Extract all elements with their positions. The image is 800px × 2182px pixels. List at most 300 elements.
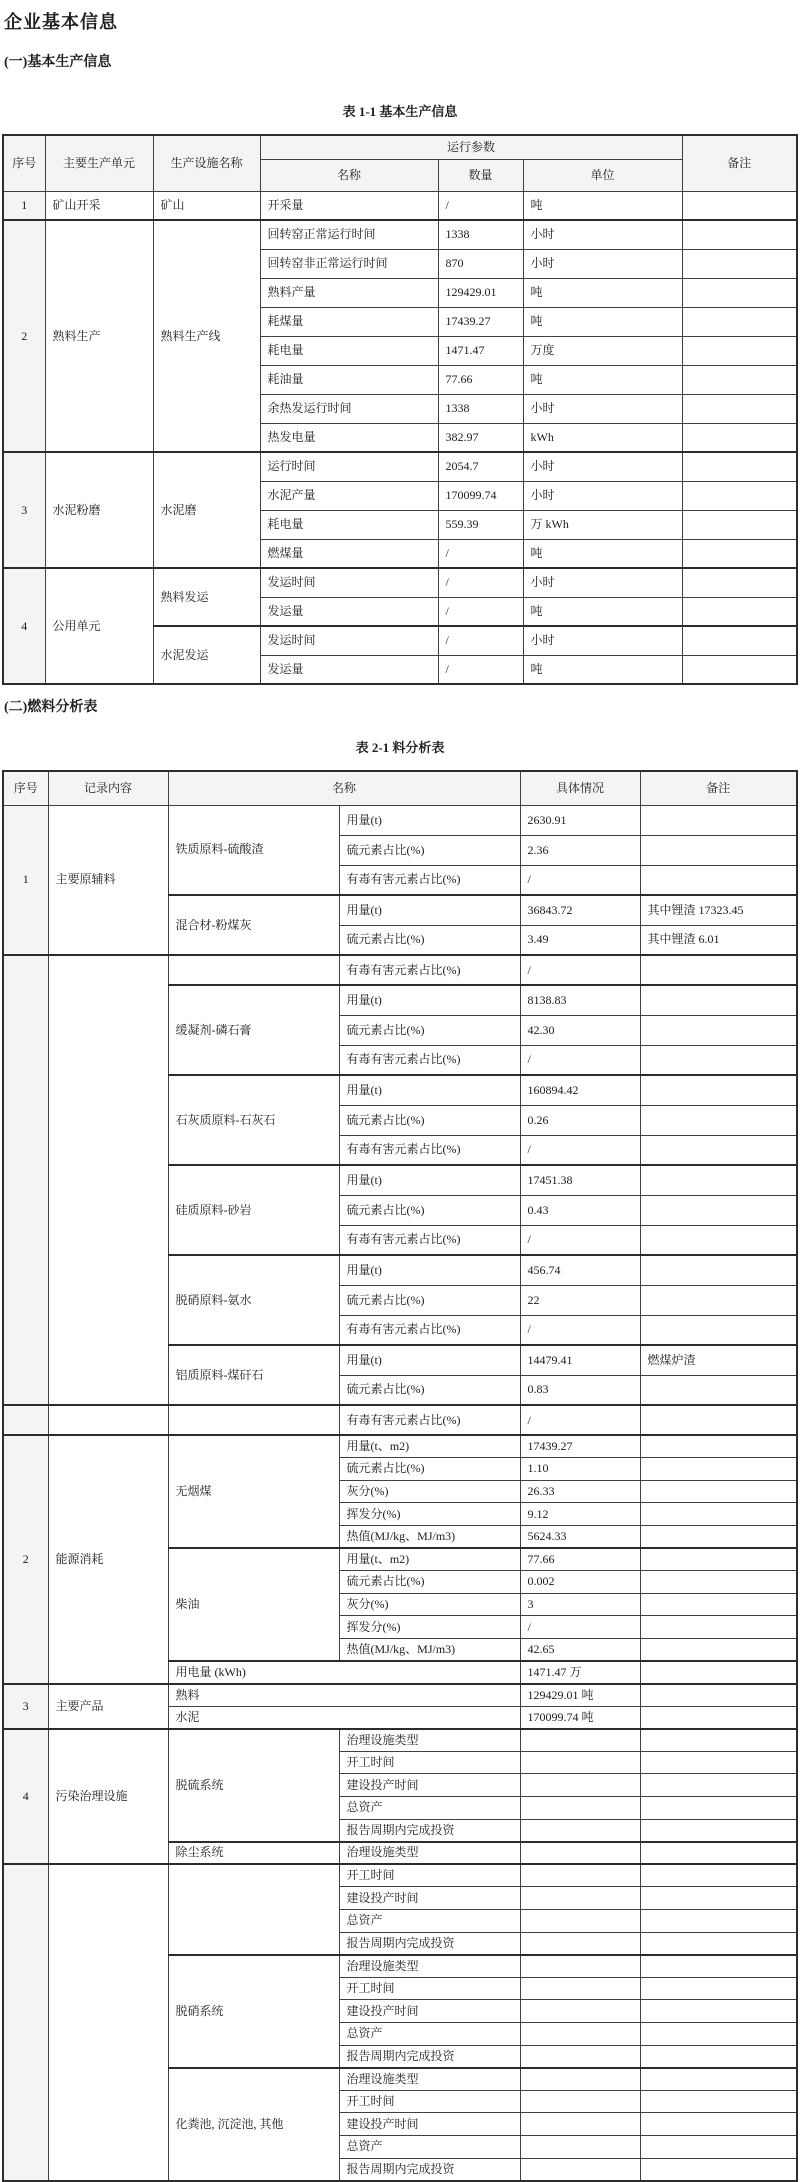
cell-name: 用量(t) [339, 1345, 520, 1375]
cell-note [640, 2068, 797, 2091]
cell-param-qty: 1338 [438, 394, 523, 423]
cell-param-qty: / [438, 597, 523, 626]
col-header-record-content: 记录内容 [48, 771, 168, 805]
cell-param-unit: 小时 [523, 626, 682, 655]
cell-note [640, 1255, 797, 1285]
cell-note [640, 865, 797, 895]
cell-param-unit: 小时 [523, 220, 682, 249]
cell-category: 缓凝剂-磷石膏 [168, 985, 339, 1075]
cell-seq [3, 955, 48, 1405]
cell-name: 硫元素占比(%) [339, 835, 520, 865]
cell-name: 有毒有害元素占比(%) [339, 1135, 520, 1165]
cell-name: 热值(MJ/kg、MJ/m3) [339, 1525, 520, 1548]
cell-note [640, 1480, 797, 1503]
cell-name: 治理设施类型 [339, 1842, 520, 1865]
col-header-param-unit: 单位 [523, 159, 682, 191]
cell-detail: 3.49 [520, 925, 640, 955]
table-1-caption: 表 1-1 基本生产信息 [342, 104, 458, 119]
cell-param-name: 回转窑正常运行时间 [260, 220, 438, 249]
cell-param-note [682, 394, 797, 423]
cell-note [640, 1015, 797, 1045]
cell-note [640, 1405, 797, 1435]
cell-seq [3, 1405, 48, 1435]
cell-name: 用量(t) [339, 1075, 520, 1105]
cell-param-unit: 吨 [523, 307, 682, 336]
cell-note [640, 1977, 797, 2000]
cell-name: 水泥 [168, 1706, 520, 1729]
cell-note [640, 1105, 797, 1135]
cell-name: 报告周期内完成投资 [339, 1932, 520, 1955]
cell-detail: / [520, 955, 640, 985]
table-row [3, 191, 797, 220]
document-page [0, 8, 800, 2182]
cell-name: 挥发分(%) [339, 1503, 520, 1526]
cell-note [640, 2022, 797, 2045]
cell-name: 开工时间 [339, 2090, 520, 2113]
cell-param-qty: 870 [438, 249, 523, 278]
cell-note [640, 1548, 797, 1571]
cell-seq: 2 [3, 1435, 48, 1684]
cell-param-name: 余热发运行时间 [260, 394, 438, 423]
cell-detail [520, 2045, 640, 2068]
cell-name: 硫元素占比(%) [339, 1015, 520, 1045]
cell-name: 用量(t、m2) [339, 1548, 520, 1571]
cell-param-qty: 77.66 [438, 365, 523, 394]
col-header-note: 备注 [682, 135, 797, 191]
cell-name: 开工时间 [339, 1977, 520, 2000]
cell-category: 脱硫系统 [168, 1729, 339, 1842]
cell-param-name: 耗电量 [260, 510, 438, 539]
cell-production-unit: 熟料生产 [45, 220, 153, 452]
cell-facility-name: 熟料发运 [153, 568, 260, 626]
cell-param-note [682, 597, 797, 626]
cell-detail [520, 1797, 640, 1820]
cell-detail: 77.66 [520, 1548, 640, 1571]
cell-detail: / [520, 1135, 640, 1165]
cell-param-name: 回转窑非正常运行时间 [260, 249, 438, 278]
cell-production-unit: 水泥粉磨 [45, 452, 153, 568]
cell-detail [520, 1932, 640, 1955]
cell-name: 用量(t) [339, 805, 520, 835]
cell-detail: 0.26 [520, 1105, 640, 1135]
table-2-body [3, 805, 797, 2181]
cell-facility-name: 水泥磨 [153, 452, 260, 568]
cell-detail: / [520, 1225, 640, 1255]
cell-name: 用量(t) [339, 1255, 520, 1285]
cell-name: 有毒有害元素占比(%) [339, 1315, 520, 1345]
col-header-detail: 具体情况 [520, 771, 640, 805]
cell-name: 用量(t) [339, 1165, 520, 1195]
cell-detail: / [520, 1616, 640, 1639]
cell-param-note [682, 307, 797, 336]
cell-category: 除尘系统 [168, 1842, 339, 1865]
cell-note [640, 1661, 797, 1684]
cell-param-qty: / [438, 655, 523, 684]
cell-note [640, 2158, 797, 2181]
cell-param-unit: 万 kWh [523, 510, 682, 539]
cell-production-unit: 矿山开采 [45, 191, 153, 220]
cell-param-name: 发运量 [260, 655, 438, 684]
cell-param-name: 熟料产量 [260, 278, 438, 307]
cell-name: 治理设施类型 [339, 1955, 520, 1978]
col-header-run-params: 运行参数 [260, 135, 682, 159]
cell-detail [520, 2135, 640, 2158]
cell-note [640, 1375, 797, 1405]
cell-detail: 2630.91 [520, 805, 640, 835]
cell-param-note [682, 220, 797, 249]
cell-param-unit: 小时 [523, 394, 682, 423]
cell-category: 硅质原料-砂岩 [168, 1165, 339, 1255]
col-header-name: 名称 [168, 771, 520, 805]
cell-detail: 0.43 [520, 1195, 640, 1225]
cell-name: 报告周期内完成投资 [339, 1819, 520, 1842]
cell-detail [520, 1774, 640, 1797]
cell-detail: / [520, 1315, 640, 1345]
cell-param-qty: / [438, 568, 523, 597]
cell-name: 有毒有害元素占比(%) [339, 955, 520, 985]
cell-note [640, 1225, 797, 1255]
cell-param-name: 开采量 [260, 191, 438, 220]
cell-param-name: 发运时间 [260, 626, 438, 655]
cell-name: 报告周期内完成投资 [339, 2158, 520, 2181]
col-header-param-name: 名称 [260, 159, 438, 191]
table-row [3, 955, 797, 985]
cell-note [640, 835, 797, 865]
cell-category: 混合材-粉煤灰 [168, 895, 339, 955]
table-row [3, 452, 797, 481]
cell-detail: 9.12 [520, 1503, 640, 1526]
cell-note [640, 955, 797, 985]
cell-name: 用量(t) [339, 985, 520, 1015]
cell-name: 治理设施类型 [339, 2068, 520, 2091]
cell-param-qty: 170099.74 [438, 481, 523, 510]
cell-param-name: 燃煤量 [260, 539, 438, 568]
cell-param-unit: 小时 [523, 249, 682, 278]
cell-name: 开工时间 [339, 1864, 520, 1887]
table-row [3, 1684, 797, 1707]
cell-detail [520, 1729, 640, 1752]
cell-name: 总资产 [339, 2135, 520, 2158]
cell-note: 其中锂渣 17323.45 [640, 895, 797, 925]
table-row [3, 1864, 797, 1887]
cell-note [640, 1503, 797, 1526]
cell-param-qty: / [438, 539, 523, 568]
cell-detail: 17451.38 [520, 1165, 640, 1195]
cell-name: 硫元素占比(%) [339, 1458, 520, 1481]
cell-note [640, 1165, 797, 1195]
cell-name: 建设投产时间 [339, 2113, 520, 2136]
cell-detail: 5624.33 [520, 1525, 640, 1548]
cell-detail: / [520, 1045, 640, 1075]
cell-param-unit: 吨 [523, 655, 682, 684]
cell-detail [520, 1887, 640, 1910]
table-2 [2, 770, 798, 2182]
cell-note [640, 2135, 797, 2158]
cell-name: 硫元素占比(%) [339, 1571, 520, 1594]
cell-param-note [682, 365, 797, 394]
cell-detail [520, 1909, 640, 1932]
cell-detail: 42.65 [520, 1638, 640, 1661]
cell-param-unit: 吨 [523, 365, 682, 394]
cell-detail: 170099.74 吨 [520, 1706, 640, 1729]
cell-param-unit: 小时 [523, 568, 682, 597]
cell-record-content [48, 1405, 168, 1435]
cell-seq: 4 [3, 1729, 48, 1865]
cell-name: 硫元素占比(%) [339, 925, 520, 955]
cell-seq: 1 [3, 805, 48, 955]
cell-detail: 26.33 [520, 1480, 640, 1503]
col-header-note: 备注 [640, 771, 797, 805]
cell-detail: 22 [520, 1285, 640, 1315]
table-row [3, 805, 797, 835]
cell-detail: 1471.47 万 [520, 1661, 640, 1684]
cell-note [640, 985, 797, 1015]
cell-note [640, 1729, 797, 1752]
cell-detail: 2.36 [520, 835, 640, 865]
cell-seq: 2 [3, 220, 45, 452]
cell-note [640, 805, 797, 835]
cell-detail [520, 2000, 640, 2023]
cell-param-unit: 小时 [523, 481, 682, 510]
cell-note [640, 1684, 797, 1707]
cell-detail: 160894.42 [520, 1075, 640, 1105]
col-header-seq: 序号 [3, 771, 48, 805]
cell-param-name: 耗电量 [260, 336, 438, 365]
cell-category [168, 955, 339, 985]
cell-detail [520, 1819, 640, 1842]
cell-note [640, 1075, 797, 1105]
cell-seq: 3 [3, 1684, 48, 1729]
cell-detail [520, 1977, 640, 2000]
cell-category: 柴油 [168, 1548, 339, 1661]
cell-note [640, 1135, 797, 1165]
cell-note [640, 1045, 797, 1075]
cell-param-note [682, 626, 797, 655]
cell-category [168, 1405, 339, 1435]
cell-note [640, 1616, 797, 1639]
cell-note [640, 1774, 797, 1797]
cell-detail: 3 [520, 1593, 640, 1616]
cell-note [640, 2000, 797, 2023]
cell-note [640, 1932, 797, 1955]
col-header-param-qty: 数量 [438, 159, 523, 191]
cell-note [640, 1887, 797, 1910]
cell-name: 总资产 [339, 1797, 520, 1820]
cell-name: 有毒有害元素占比(%) [339, 1405, 520, 1435]
cell-name: 熟料 [168, 1684, 520, 1707]
cell-param-note [682, 452, 797, 481]
cell-detail [520, 1864, 640, 1887]
cell-name: 建设投产时间 [339, 1774, 520, 1797]
cell-param-qty: 129429.01 [438, 278, 523, 307]
table-2-header [3, 771, 797, 805]
cell-note [640, 1751, 797, 1774]
cell-name: 用电量 (kWh) [168, 1661, 520, 1684]
cell-note [640, 1706, 797, 1729]
cell-note [640, 1435, 797, 1458]
cell-name: 建设投产时间 [339, 2000, 520, 2023]
cell-facility-name: 水泥发运 [153, 626, 260, 684]
cell-note [640, 1315, 797, 1345]
section-2-heading: (二)燃料分析表 [4, 700, 98, 715]
cell-param-qty: / [438, 626, 523, 655]
cell-detail: 1.10 [520, 1458, 640, 1481]
table-1 [2, 134, 798, 685]
cell-param-qty: 2054.7 [438, 452, 523, 481]
cell-param-unit: 吨 [523, 278, 682, 307]
cell-record-content: 主要产品 [48, 1684, 168, 1729]
cell-param-note [682, 539, 797, 568]
cell-name: 灰分(%) [339, 1593, 520, 1616]
cell-name: 开工时间 [339, 1751, 520, 1774]
cell-param-note [682, 191, 797, 220]
cell-note [640, 1842, 797, 1865]
cell-detail: 0.83 [520, 1375, 640, 1405]
cell-name: 总资产 [339, 1909, 520, 1932]
cell-name: 用量(t、m2) [339, 1435, 520, 1458]
col-header-seq: 序号 [3, 135, 45, 191]
cell-category: 铝质原料-煤矸石 [168, 1345, 339, 1405]
cell-name: 有毒有害元素占比(%) [339, 865, 520, 895]
cell-category: 脱硝原料-氨水 [168, 1255, 339, 1345]
cell-param-name: 耗油量 [260, 365, 438, 394]
cell-detail: 8138.83 [520, 985, 640, 1015]
cell-param-qty: 1338 [438, 220, 523, 249]
cell-note [640, 1638, 797, 1661]
cell-category: 石灰质原料-石灰石 [168, 1075, 339, 1165]
cell-param-note [682, 510, 797, 539]
table-1-header [3, 135, 797, 191]
cell-detail [520, 2113, 640, 2136]
cell-param-qty: 17439.27 [438, 307, 523, 336]
cell-name: 硫元素占比(%) [339, 1285, 520, 1315]
cell-detail: 0.002 [520, 1571, 640, 1594]
cell-note [640, 1195, 797, 1225]
cell-name: 报告周期内完成投资 [339, 2045, 520, 2068]
cell-param-unit: kWh [523, 423, 682, 452]
cell-name: 总资产 [339, 2022, 520, 2045]
cell-param-qty: / [438, 191, 523, 220]
cell-detail: 129429.01 吨 [520, 1684, 640, 1707]
cell-note [640, 2113, 797, 2136]
cell-facility-name: 矿山 [153, 191, 260, 220]
cell-param-name: 水泥产量 [260, 481, 438, 510]
cell-facility-name: 熟料生产线 [153, 220, 260, 452]
cell-detail [520, 1842, 640, 1865]
cell-detail: 42.30 [520, 1015, 640, 1045]
cell-param-unit: 小时 [523, 452, 682, 481]
cell-record-content: 能源消耗 [48, 1435, 168, 1684]
cell-name: 有毒有害元素占比(%) [339, 1225, 520, 1255]
table-header-row [3, 771, 797, 805]
cell-param-note [682, 278, 797, 307]
cell-name: 建设投产时间 [339, 1887, 520, 1910]
cell-name: 硫元素占比(%) [339, 1105, 520, 1135]
col-header-facility-name: 生产设施名称 [153, 135, 260, 191]
cell-param-note [682, 481, 797, 510]
cell-name: 热值(MJ/kg、MJ/m3) [339, 1638, 520, 1661]
cell-note [640, 2045, 797, 2068]
cell-param-note [682, 336, 797, 365]
cell-name: 用量(t) [339, 895, 520, 925]
cell-note [640, 1571, 797, 1594]
cell-note [640, 1525, 797, 1548]
cell-param-name: 热发电量 [260, 423, 438, 452]
cell-note [640, 1593, 797, 1616]
cell-note [640, 1909, 797, 1932]
table-row [3, 1435, 797, 1458]
table-row [3, 568, 797, 597]
cell-detail: 14479.41 [520, 1345, 640, 1375]
cell-param-qty: 1471.47 [438, 336, 523, 365]
cell-param-unit: 万度 [523, 336, 682, 365]
cell-note [640, 1797, 797, 1820]
cell-note [640, 1955, 797, 1978]
cell-record-content [48, 1864, 168, 2180]
cell-category: 无烟煤 [168, 1435, 339, 1548]
cell-param-name: 运行时间 [260, 452, 438, 481]
cell-category: 化粪池, 沉淀池, 其他 [168, 2068, 339, 2181]
table-row [3, 220, 797, 249]
cell-detail [520, 1955, 640, 1978]
cell-record-content: 污染治理设施 [48, 1729, 168, 1865]
cell-category [168, 1864, 339, 1954]
section-1-heading: (一)基本生产信息 [4, 55, 112, 70]
cell-param-name: 耗煤量 [260, 307, 438, 336]
cell-detail: 36843.72 [520, 895, 640, 925]
table-row [3, 1405, 797, 1435]
cell-seq: 4 [3, 568, 45, 684]
cell-record-content: 主要原辅料 [48, 805, 168, 955]
cell-detail: 456.74 [520, 1255, 640, 1285]
cell-seq: 3 [3, 452, 45, 568]
cell-param-unit: 吨 [523, 191, 682, 220]
page-title: 企业基本信息 [4, 12, 118, 32]
cell-note [640, 1285, 797, 1315]
cell-seq: 1 [3, 191, 45, 220]
cell-seq [3, 1864, 48, 2180]
cell-param-qty: 559.39 [438, 510, 523, 539]
table-1-body [3, 191, 797, 684]
cell-note [640, 1864, 797, 1887]
cell-param-unit: 吨 [523, 539, 682, 568]
col-header-production-unit: 主要生产单元 [45, 135, 153, 191]
cell-detail: 17439.27 [520, 1435, 640, 1458]
cell-name: 硫元素占比(%) [339, 1375, 520, 1405]
cell-category: 脱硝系统 [168, 1955, 339, 2068]
cell-name: 硫元素占比(%) [339, 1195, 520, 1225]
cell-param-note [682, 568, 797, 597]
cell-param-note [682, 655, 797, 684]
table-2-caption: 表 2-1 料分析表 [355, 740, 445, 755]
cell-note [640, 2090, 797, 2113]
cell-note: 其中锂渣 6.01 [640, 925, 797, 955]
cell-name: 治理设施类型 [339, 1729, 520, 1752]
cell-record-content [48, 955, 168, 1405]
cell-name: 挥发分(%) [339, 1616, 520, 1639]
cell-detail [520, 2068, 640, 2091]
cell-param-note [682, 423, 797, 452]
cell-detail: / [520, 1405, 640, 1435]
cell-param-name: 发运量 [260, 597, 438, 626]
cell-param-unit: 吨 [523, 597, 682, 626]
cell-detail [520, 1751, 640, 1774]
cell-detail: / [520, 865, 640, 895]
cell-note [640, 1458, 797, 1481]
cell-detail [520, 2090, 640, 2113]
cell-detail [520, 2158, 640, 2181]
table-row [3, 1729, 797, 1752]
